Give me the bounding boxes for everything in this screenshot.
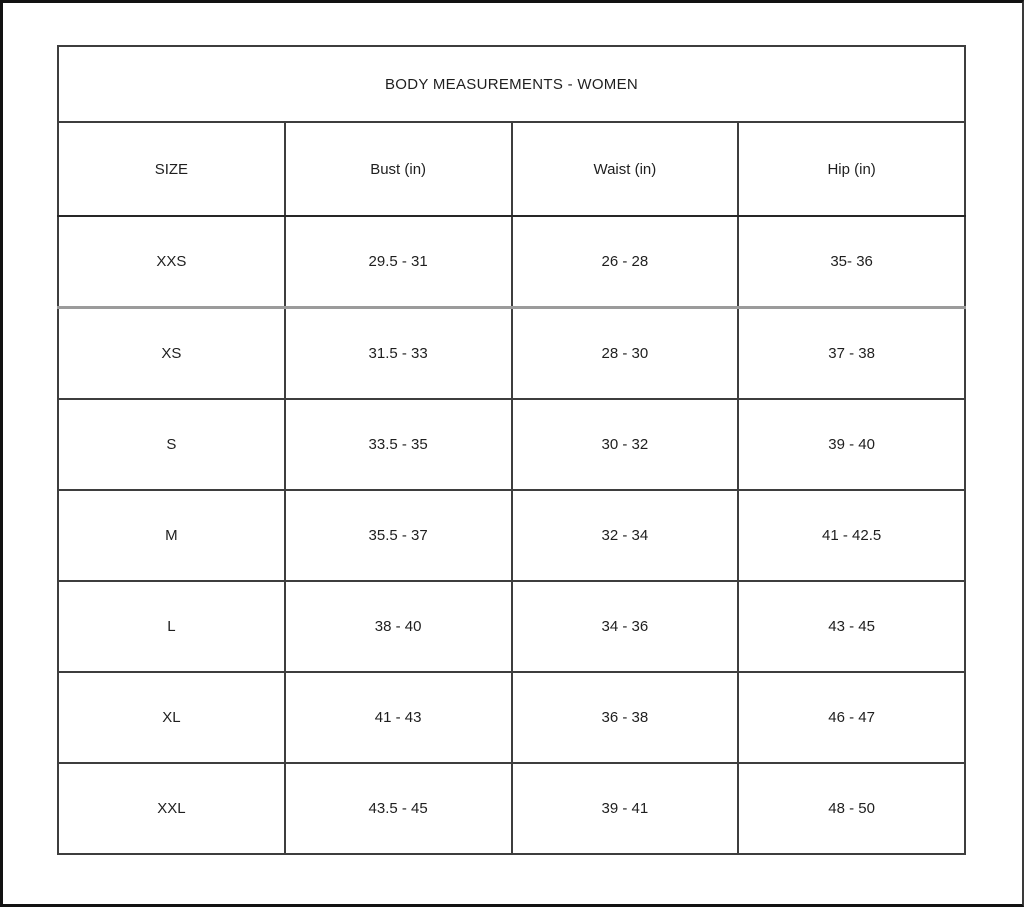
waist-cell: 28 - 30 [512, 308, 739, 400]
header-cell-bust: Bust (in) [285, 122, 512, 216]
size-cell: XXL [58, 763, 285, 854]
table-row [58, 399, 965, 490]
table-row [58, 672, 965, 763]
size-cell: M [58, 490, 285, 581]
hip-cell: 48 - 50 [738, 763, 965, 854]
table-title: BODY MEASUREMENTS - WOMEN [58, 46, 965, 122]
waist-cell: 32 - 34 [512, 490, 739, 581]
bust-cell: 38 - 40 [285, 581, 512, 672]
size-cell: XS [58, 308, 285, 400]
waist-cell: 26 - 28 [512, 216, 739, 308]
bust-cell: 43.5 - 45 [285, 763, 512, 854]
table-row [58, 763, 965, 854]
bust-cell: 29.5 - 31 [285, 216, 512, 308]
header-cell-hip: Hip (in) [738, 122, 965, 216]
size-cell: S [58, 399, 285, 490]
header-row [58, 122, 965, 216]
bust-cell: 35.5 - 37 [285, 490, 512, 581]
bust-cell: 31.5 - 33 [285, 308, 512, 400]
body-measurements-table [57, 45, 966, 855]
hip-cell: 35- 36 [738, 216, 965, 308]
waist-cell: 34 - 36 [512, 581, 739, 672]
table-row [58, 581, 965, 672]
size-cell: XL [58, 672, 285, 763]
bust-cell: 33.5 - 35 [285, 399, 512, 490]
table-row [58, 216, 965, 308]
table-row [58, 308, 965, 400]
hip-cell: 37 - 38 [738, 308, 965, 400]
size-cell: L [58, 581, 285, 672]
hip-cell: 39 - 40 [738, 399, 965, 490]
table-row [58, 490, 965, 581]
bust-cell: 41 - 43 [285, 672, 512, 763]
header-cell-waist: Waist (in) [512, 122, 739, 216]
size-cell: XXS [58, 216, 285, 308]
waist-cell: 39 - 41 [512, 763, 739, 854]
waist-cell: 30 - 32 [512, 399, 739, 490]
hip-cell: 43 - 45 [738, 581, 965, 672]
title-row [58, 46, 965, 122]
header-cell-size: SIZE [58, 122, 285, 216]
hip-cell: 41 - 42.5 [738, 490, 965, 581]
waist-cell: 36 - 38 [512, 672, 739, 763]
hip-cell: 46 - 47 [738, 672, 965, 763]
